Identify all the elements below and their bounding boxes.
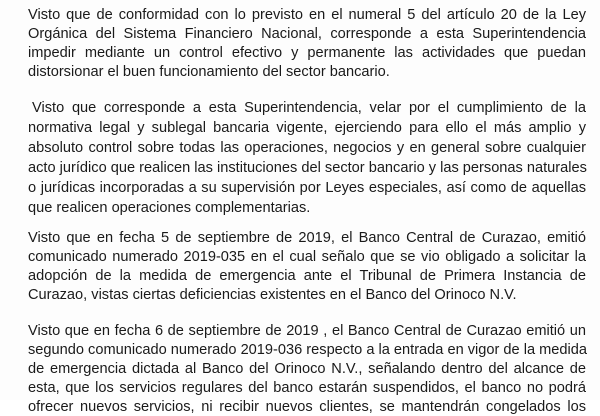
paragraph-line: o jurídicas incorporadas a su supervisión por Leyes especiales, así como de aquellas: [28, 180, 586, 196]
paragraph-line: normativa legal y sublegal bancaria vigente, ejerciendo para ello el más amplio y: [28, 120, 586, 136]
paragraph-line: ofrecer nuevos servicios, ni recibir nuevos clientes, se mantendrán congelados los: [28, 399, 586, 415]
paragraph-line: distorsionar el buen funcionamiento del sector bancario.: [28, 64, 390, 80]
paragraph-line: acto jurídico que realicen las instituciones del sector bancario y las personas naturales: [28, 160, 587, 176]
paragraph-line: adopción de la medida de emergencia ante el Tribunal de Primera Instancia de: [28, 268, 586, 284]
paragraph-line: segundo comunicado numerado 2019-036 respecto a la entrada en vigor de la medida: [28, 342, 587, 358]
paragraph-line: Orgánica del Sistema Financiero Nacional, corresponde a esta Superintendencia: [28, 26, 586, 42]
paragraph-line: que realicen operaciones complementarias.: [28, 200, 311, 216]
paragraph-line: impedir mediante un control efectivo y permanente las actividades que puedan: [28, 45, 586, 61]
paragraph-line: Visto que en fecha 6 de septiembre de 2019 , el Banco Central de Curazao emitió un: [28, 323, 586, 339]
paragraph-line: Visto que en fecha 5 de septiembre de 2019, el Banco Central de Curazao, emitió: [28, 230, 586, 246]
paragraph-line: de emergencia dictada al Banco del Orinoco N.V., señalando dentro del alcance de: [28, 361, 586, 377]
paragraph-line: esta, que los servicios regulares del banco estarán suspendidos, el banco no podrá: [28, 380, 586, 396]
paragraph-line: Curazao, vistas ciertas deficiencias existentes en el Banco del Orinoco N.V.: [28, 287, 517, 303]
paragraph-line: comunicado numerado 2019-035 en el cual señalo que se vio obligado a solicitar la: [28, 249, 586, 265]
paragraph-line: Visto que de conformidad con lo previsto en el numeral 5 del artículo 20 de la Ley: [28, 7, 586, 23]
paragraph-line: Visto que corresponde a esta Superintendencia, velar por el cumplimiento de la: [32, 100, 586, 116]
paragraph-line: absoluto control sobre todas las operaciones, negocios y en general sobre cualquier: [28, 140, 586, 156]
